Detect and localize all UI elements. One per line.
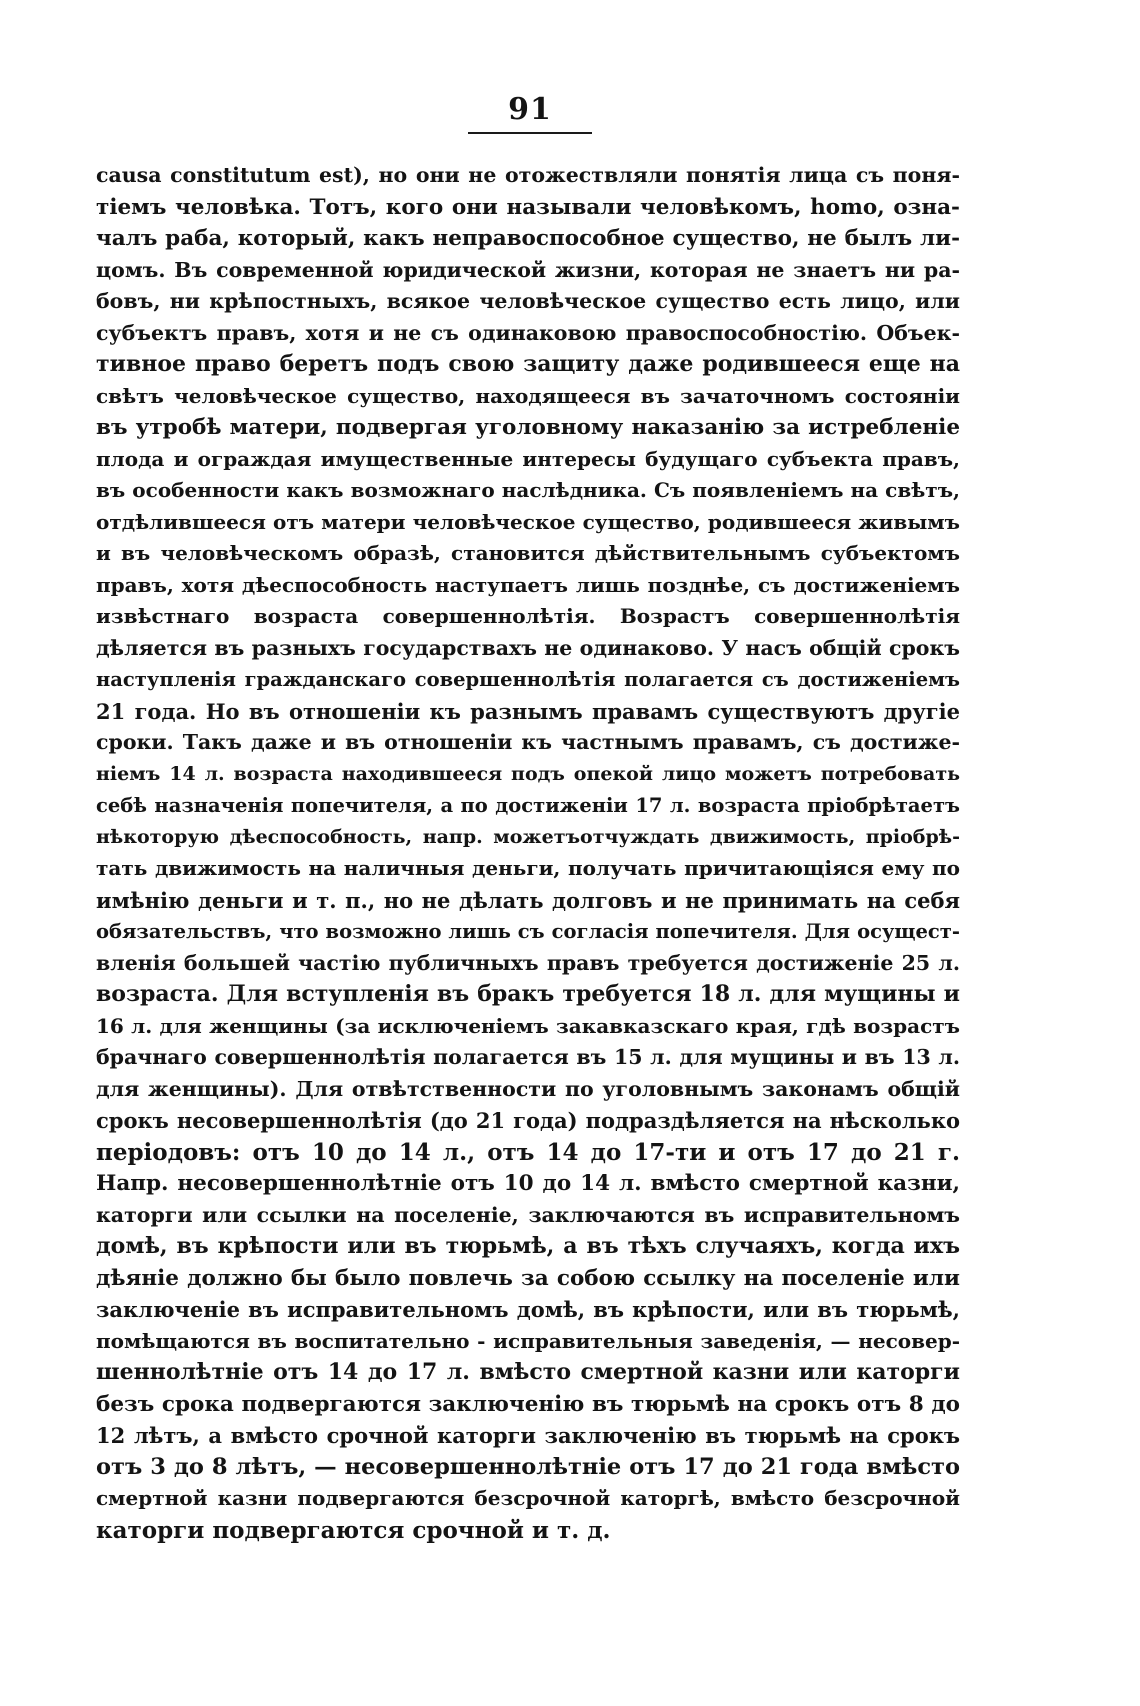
text-line	[96, 916, 960, 948]
text-line-content: свѣтъ человѣческое существо, находящееся въ зачаточномъ состояніи	[96, 383, 960, 408]
text-line	[96, 601, 960, 633]
text-line-content: тать движимость на наличныя деньги, получать причитающіяся ему по	[96, 856, 960, 880]
text-line	[96, 1105, 960, 1137]
page-number: 91	[508, 92, 552, 127]
text-line-content: бовъ, ни крѣпостныхъ, всякое человѣческое существо есть лицо, или	[96, 289, 960, 313]
text-line	[96, 1011, 960, 1043]
text-line	[96, 223, 960, 255]
text-line	[96, 192, 960, 224]
text-line	[96, 1515, 960, 1547]
text-line-content: наступленія гражданскаго совершеннолѣтія полагается съ достиженіемъ	[96, 668, 960, 691]
text-line-content: періодовъ: отъ 10 до 14 л., отъ 14 до 17-ти и отъ 17 до 21 г.	[96, 1138, 960, 1166]
text-line	[96, 1326, 960, 1358]
text-line	[96, 538, 960, 570]
text-line-content: вленія большей частію публичныхъ правъ требуется достиженіе 25 л.	[96, 950, 960, 975]
text-line-content: срокъ несовершеннолѣтія (до 21 года) подраздѣляется на нѣсколько	[96, 1108, 960, 1133]
text-line-content: цомъ. Въ современной юридической жизни, которая не знаетъ ни ра-	[96, 257, 960, 282]
text-line-content: обязательствъ, что возможно лишь съ согласія попечителя. Для осущест-	[96, 920, 960, 943]
text-line	[96, 1231, 960, 1263]
text-line-content: брачнаго совершеннолѣтія полагается въ 15 л. для мущины и въ 13 л.	[96, 1045, 960, 1069]
text-line	[96, 790, 960, 822]
text-line-content: безъ срока подвергаются заключенію въ тюрьмѣ на срокъ отъ 8 до	[96, 1391, 960, 1417]
text-line	[96, 412, 960, 444]
text-line	[96, 1042, 960, 1074]
text-line-content: ніемъ 14 л. возраста находившееся подъ опекой лицо можетъ потребовать	[96, 762, 960, 785]
text-line	[96, 160, 960, 192]
text-line-content: смертной казни подвергаются безсрочной каторгѣ, вмѣсто безсрочной	[96, 1486, 960, 1510]
text-line-content: возраста. Для вступленія въ бракъ требуется 18 л. для мущины и	[96, 981, 960, 1007]
text-line	[96, 507, 960, 539]
text-line-content: домѣ, въ крѣпости или въ тюрьмѣ, а въ тѣхъ случаяхъ, когда ихъ	[96, 1233, 960, 1259]
text-line-content: отдѣлившееся отъ матери человѣческое существо, родившееся живымъ	[96, 509, 960, 534]
text-line	[96, 1200, 960, 1232]
text-line	[96, 1294, 960, 1326]
text-line	[96, 1357, 960, 1389]
text-line	[96, 1452, 960, 1484]
text-line-content: субъектъ правъ, хотя и не съ одинаковою правоспособностію. Объек-	[96, 320, 960, 345]
text-line-content: нѣкоторую дѣеспособность, напр. можетъотчуждать движимость, пріобрѣ-	[96, 825, 960, 848]
text-line-content: себѣ назначенія попечителя, а по достиженіи 17 л. возраста пріобрѣтаетъ	[96, 794, 960, 817]
text-line	[96, 318, 960, 350]
text-line-content: causa constitutum est), но они не отожествляли понятія лица съ поня-	[96, 163, 960, 187]
text-line	[96, 255, 960, 287]
text-line-content: помѣщаются въ воспитательно - исправительныя заведенія, — несовер-	[96, 1328, 960, 1353]
text-line-content: каторги подвергаются срочной и т. д.	[96, 1516, 611, 1544]
text-line-content: въ утробѣ матери, подвергая уголовному наказанію за истребленіе	[96, 415, 960, 440]
text-line	[96, 444, 960, 476]
text-line	[96, 475, 960, 507]
text-line	[96, 822, 960, 854]
text-line	[96, 1263, 960, 1295]
text-line	[96, 349, 960, 381]
text-line	[96, 759, 960, 791]
text-line	[96, 381, 960, 413]
text-line	[96, 979, 960, 1011]
text-line-content: плода и ограждая имущественные интересы будущаго субъекта правъ,	[96, 446, 960, 471]
text-line-content: дѣляется въ разныхъ государствахъ не одинаково. У насъ общій срокъ	[96, 635, 960, 660]
text-line	[96, 1483, 960, 1515]
text-line-content: имѣнію деньги и т. п., но не дѣлать долговъ и не принимать на себя	[96, 887, 960, 913]
text-line-content: 12 лѣтъ, а вмѣсто срочной каторги заключенію въ тюрьмѣ на срокъ	[96, 1423, 960, 1448]
header-rule	[468, 132, 592, 134]
text-line	[96, 1168, 960, 1200]
text-line	[96, 948, 960, 980]
text-line-content: правъ, хотя дѣеспособность наступаетъ лишь позднѣе, съ достиженіемъ	[96, 572, 960, 597]
text-line-content: сроки. Такъ даже и въ отношеніи къ частнымъ правамъ, съ достиже-	[96, 730, 960, 754]
text-line-content: заключеніе въ исправительномъ домѣ, въ крѣпости, или въ тюрьмѣ,	[96, 1297, 960, 1322]
text-line	[96, 885, 960, 917]
body-text	[96, 160, 960, 1546]
text-line-content: для женщины). Для отвѣтственности по уголовнымъ законамъ общій	[96, 1076, 960, 1101]
text-line	[96, 1389, 960, 1421]
text-line	[96, 664, 960, 696]
text-line	[96, 696, 960, 728]
text-line	[96, 1074, 960, 1106]
text-line-content: извѣстнаго возраста совершеннолѣтія. Возрастъ совершеннолѣтія	[96, 604, 960, 628]
text-line-content: чалъ раба, который, какъ неправоспособное существо, не былъ ли-	[96, 226, 960, 251]
text-line	[96, 1420, 960, 1452]
text-line	[96, 727, 960, 759]
text-line-content: въ особенности какъ возможнаго наслѣдника. Съ появленіемъ на свѣтъ,	[96, 478, 960, 502]
text-line-content: 21 года. Но въ отношеніи къ разнымъ правамъ существуютъ другіе	[96, 698, 960, 724]
text-line-content: каторги или ссылки на поселеніе, заключаются въ исправительномъ	[96, 1202, 960, 1227]
text-line-content: дѣяніе должно бы было повлечь за собою ссылку на поселеніе или	[96, 1265, 960, 1291]
text-line-content: шеннолѣтніе отъ 14 до 17 л. вмѣсто смертной казни или каторги	[96, 1359, 960, 1385]
text-line	[96, 570, 960, 602]
text-line-content: отъ 3 до 8 лѣтъ, — несовершеннолѣтніе отъ 17 до 21 года вмѣсто	[96, 1453, 960, 1480]
text-line-content: и въ человѣческомъ образѣ, становится дѣйствительнымъ субъектомъ	[96, 541, 960, 565]
text-line-content: тивное право беретъ подъ свою защиту даже родившееся еще на	[96, 351, 960, 377]
text-line	[96, 1137, 960, 1169]
text-line	[96, 853, 960, 885]
text-line-content: тіемъ человѣка. Тотъ, кого они называли человѣкомъ, homo, озна-	[96, 194, 960, 220]
text-line	[96, 633, 960, 665]
text-line	[96, 286, 960, 318]
text-line-content: 16 л. для женщины (за исключеніемъ закавказскаго края, гдѣ возрастъ	[96, 1013, 960, 1038]
text-line-content: Напр. несовершеннолѣтніе отъ 10 до 14 л. вмѣсто смертной казни,	[96, 1171, 960, 1196]
